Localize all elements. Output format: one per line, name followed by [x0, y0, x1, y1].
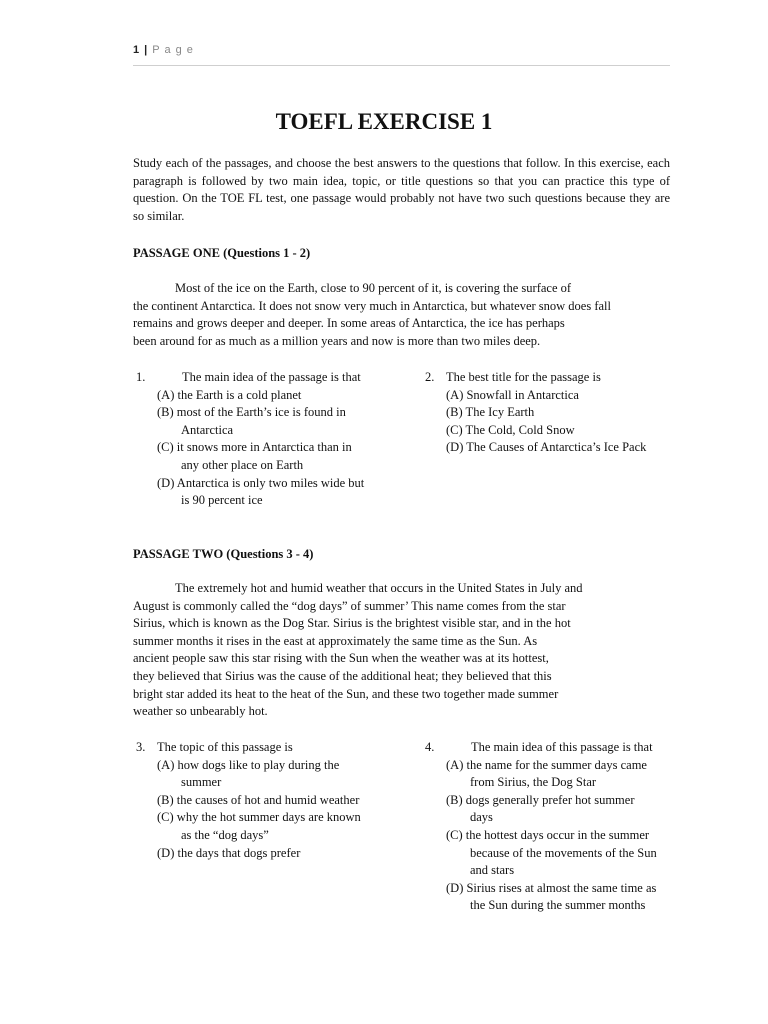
passage-line: weather so unbearably hot. — [133, 704, 268, 719]
page-number: 1 — [133, 44, 141, 56]
answer-option-d[interactable]: (D) the days that dogs prefer — [157, 845, 301, 860]
passage-line: they believed that Sirius was the cause of the additional heat; they believed that this — [133, 668, 552, 683]
question-stem — [425, 739, 695, 757]
passage-line: bright star added its heat to the heat of the Sun, and these two together made summer — [133, 686, 559, 701]
answer-option-c-cont: and stars — [470, 863, 515, 878]
question-stem-text: The main idea of this passage is that — [471, 740, 653, 754]
question-4 — [425, 739, 695, 915]
question-stem — [136, 739, 406, 757]
answer-option-c-cont: as the “dog days” — [181, 827, 269, 842]
passage-two-heading: PASSAGE TWO (Questions 3 - 4) — [133, 547, 314, 561]
question-number: 1. — [136, 370, 146, 384]
question-stem-text: The main idea of the passage is that — [182, 370, 361, 384]
question-2 — [425, 369, 685, 457]
question-3 — [136, 739, 406, 862]
header-divider — [133, 65, 670, 66]
page-title: TOEFL EXERCISE 1 — [275, 109, 493, 134]
question-number: 4. — [425, 740, 435, 754]
answer-option-a[interactable]: (A) the Earth is a cold planet — [157, 387, 302, 402]
page-word: Page — [152, 44, 198, 56]
passage-line: ancient people saw this star rising with the Sun when the weather was at its hottest, — [133, 651, 549, 666]
passage-line: summer months it rises in the east at approximately the same time as the Sun. As — [133, 633, 538, 648]
answer-option-c[interactable]: (C) The Cold, Cold Snow — [446, 422, 575, 437]
answer-option-c[interactable]: (C) it snows more in Antarctica than in — [157, 440, 352, 455]
answer-option-b[interactable]: (B) the causes of hot and humid weather — [157, 792, 360, 807]
question-number: 3. — [136, 740, 146, 754]
question-stem — [136, 369, 406, 387]
page-header — [133, 44, 670, 56]
question-stem-text: The best title for the passage is — [446, 370, 601, 384]
answer-option-c-cont: any other place on Earth — [181, 457, 304, 472]
answer-option-b[interactable]: (B) dogs generally prefer hot summer — [446, 792, 635, 807]
answer-option-b-cont: days — [470, 810, 493, 825]
question-stem-text: The topic of this passage is — [157, 740, 293, 754]
answer-option-d-cont: the Sun during the summer months — [470, 898, 646, 913]
answer-option-d[interactable]: (D) Antarctica is only two miles wide but — [157, 475, 365, 490]
answer-option-d-cont: is 90 percent ice — [181, 493, 263, 508]
passage-line: been around for as much as a million years and now is more than two miles deep. — [133, 333, 541, 348]
question-stem — [425, 369, 685, 387]
passage-line: August is commonly called the “dog days” of summer’ This name comes from the star — [133, 598, 566, 613]
intro-paragraph: Study each of the passages, and choose the best answers to the questions that follow. In this exercise, each paragraph is followed by two main idea, topic, or title questions so that you can practice this type of question. On the TOE FL test, one passage would probably not have two such questions because they are so similar. — [133, 156, 670, 223]
passage-line: The extremely hot and humid weather that occurs in the United States in July and — [175, 581, 583, 595]
question-1 — [136, 369, 406, 510]
answer-option-a[interactable]: (A) Snowfall in Antarctica — [446, 387, 579, 402]
answer-option-b[interactable]: (B) The Icy Earth — [446, 405, 535, 420]
answer-option-c[interactable]: (C) the hottest days occur in the summer — [446, 827, 650, 842]
answer-option-c-cont: because of the movements of the Sun — [470, 845, 657, 860]
answer-option-a[interactable]: (A) how dogs like to play during the — [157, 757, 340, 772]
page-separator: | — [144, 44, 149, 56]
answer-option-b-cont: Antarctica — [181, 422, 234, 437]
passage-two-text — [133, 580, 673, 721]
answer-option-a-cont: summer — [181, 775, 222, 790]
passage-line: Most of the ice on the Earth, close to 90 percent of it, is covering the surface of — [175, 281, 572, 295]
answer-option-c[interactable]: (C) why the hot summer days are known — [157, 810, 361, 825]
question-number: 2. — [425, 370, 435, 384]
answer-option-a[interactable]: (A) the name for the summer days came — [446, 757, 647, 772]
answer-option-a-cont: from Sirius, the Dog Star — [470, 775, 597, 790]
passage-one-heading: PASSAGE ONE (Questions 1 - 2) — [133, 246, 311, 260]
passage-one-text — [133, 280, 673, 350]
passage-line: the continent Antarctica. It does not snow very much in Antarctica, but whatever snow does fall — [133, 298, 611, 313]
passage-line: remains and grows deeper and deeper. In some areas of Antarctica, the ice has perhaps — [133, 316, 565, 331]
answer-option-b[interactable]: (B) most of the Earth’s ice is found in — [157, 405, 346, 420]
answer-option-d[interactable]: (D) Sirius rises at almost the same time as — [446, 880, 657, 895]
passage-line: Sirius, which is known as the Dog Star. Sirius is the brightest visible star, and in the hot — [133, 616, 571, 631]
answer-option-d[interactable]: (D) The Causes of Antarctica’s Ice Pack — [446, 440, 647, 455]
